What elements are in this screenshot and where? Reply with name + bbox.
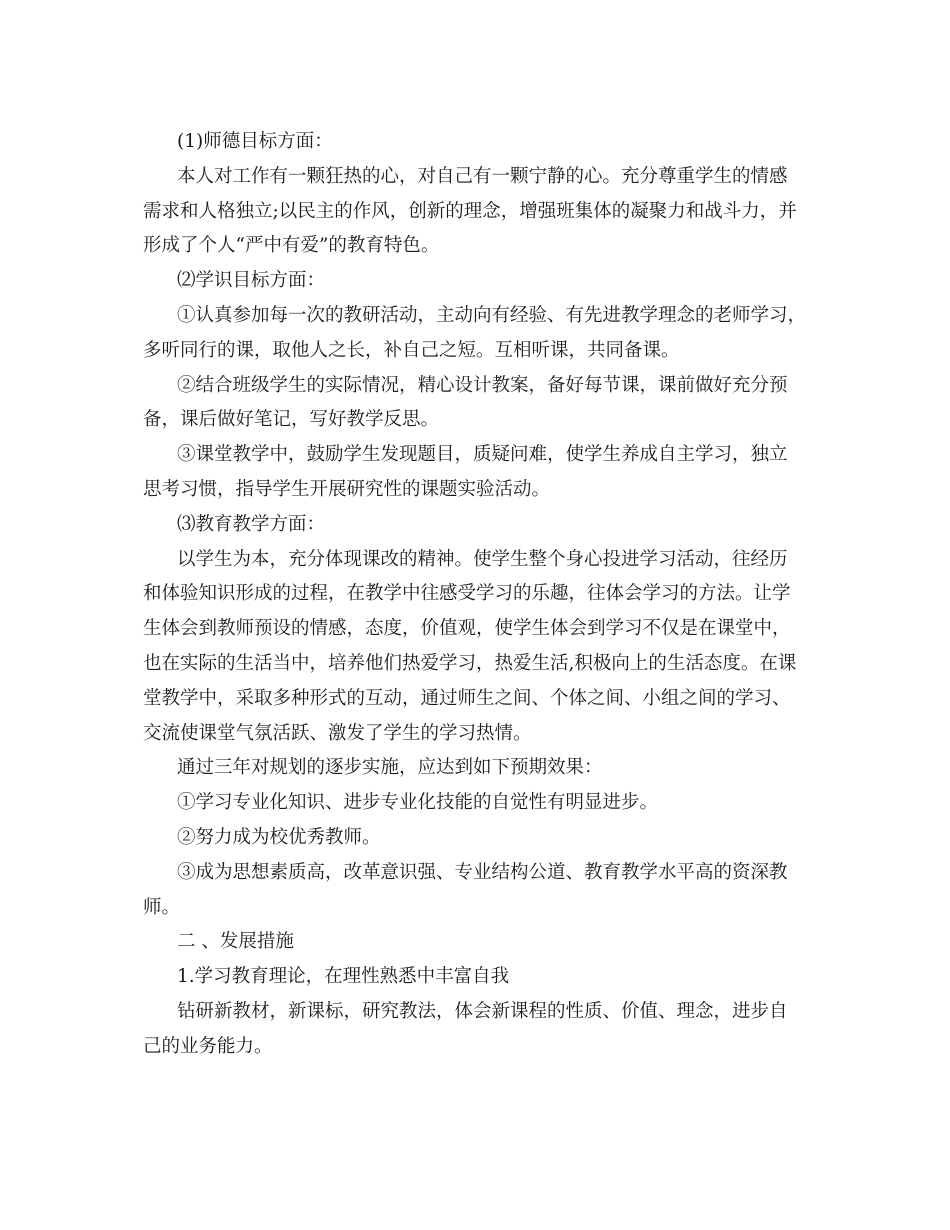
text-line: 以学生为本，充分体现课改的精神。使学生整个身心投进学习活动，往经历 (177, 548, 788, 570)
text-line: ①认真参加每一次的教研活动，主动向有经验、有先进教学理念的老师学习， (177, 304, 807, 326)
text-line: 生体会到教师预设的情感，态度，价值观，使学生体会到学习不仅是在课堂中， (143, 618, 791, 640)
text-line: ⑶教育教学方面： (177, 513, 326, 535)
text-line: ①学习专业化知识、进步专业化技能的自觉性有明显进步。 (177, 792, 659, 814)
text-line: 师。 (143, 896, 181, 918)
text-line: ②努力成为校优秀教师。 (177, 826, 381, 848)
text-line: ③成为思想素质高，改革意识强、专业结构公道、教育教学水平高的资深教 (177, 861, 788, 883)
text-line: 己的业务能力。 (143, 1035, 273, 1057)
text-line: 交流使课堂气氛活跃、激发了学生的学习热情。 (143, 722, 532, 744)
text-line: (1)师德目标方面： (177, 131, 333, 152)
subsection-heading: 1.学习教育理论，在理性熟悉中丰富自我 (177, 966, 510, 988)
text-line: ⑵学识目标方面： (177, 270, 326, 292)
text-line: 备，课后做好笔记，写好教学反思。 (143, 409, 440, 431)
text-line: 也在实际的生活当中，培养他们热爱学习，热爱生活,积极向上的生活态度。在课 (143, 652, 797, 674)
text-line: 和体验知识形成的过程，在教学中往感受学习的乐趣，往体会学习的方法。让学 (143, 583, 791, 605)
text-line: 钻研新教材，新课标，研究教法，体会新课程的性质、价值、理念，进步自 (177, 1000, 788, 1022)
text-line: 本人对工作有一颗狂热的心，对自己有一颗宁静的心。充分尊重学生的情感 (177, 165, 788, 187)
text-line: ②结合班级学生的实际情况，精心设计教案，备好每节课，课前做好充分预 (177, 374, 788, 396)
section-heading: 二 、发展措施 (177, 931, 294, 953)
text-line: 需求和人格独立;以民主的作风，创新的理念，增强班集体的凝聚力和战斗力，并 (143, 200, 797, 222)
text-line: 通过三年对规划的逐步实施，应达到如下预期效果： (177, 757, 603, 779)
text-line: 堂教学中，采取多种形式的互动，通过师生之间、个体之间、小组之间的学习、 (143, 687, 791, 709)
text-line: 思考习惯，指导学生开展研究性的课题实验活动。 (143, 478, 551, 500)
text-line: 多听同行的课，取他人之长，补自己之短。互相听课，共同备课。 (143, 339, 680, 361)
document-body (143, 125, 811, 1065)
text-line: 形成了个人“严中有爱”的教育特色。 (143, 235, 440, 257)
text-line: ③课堂教学中，鼓励学生发现题目，质疑问难，使学生养成自主学习，独立 (177, 444, 788, 466)
